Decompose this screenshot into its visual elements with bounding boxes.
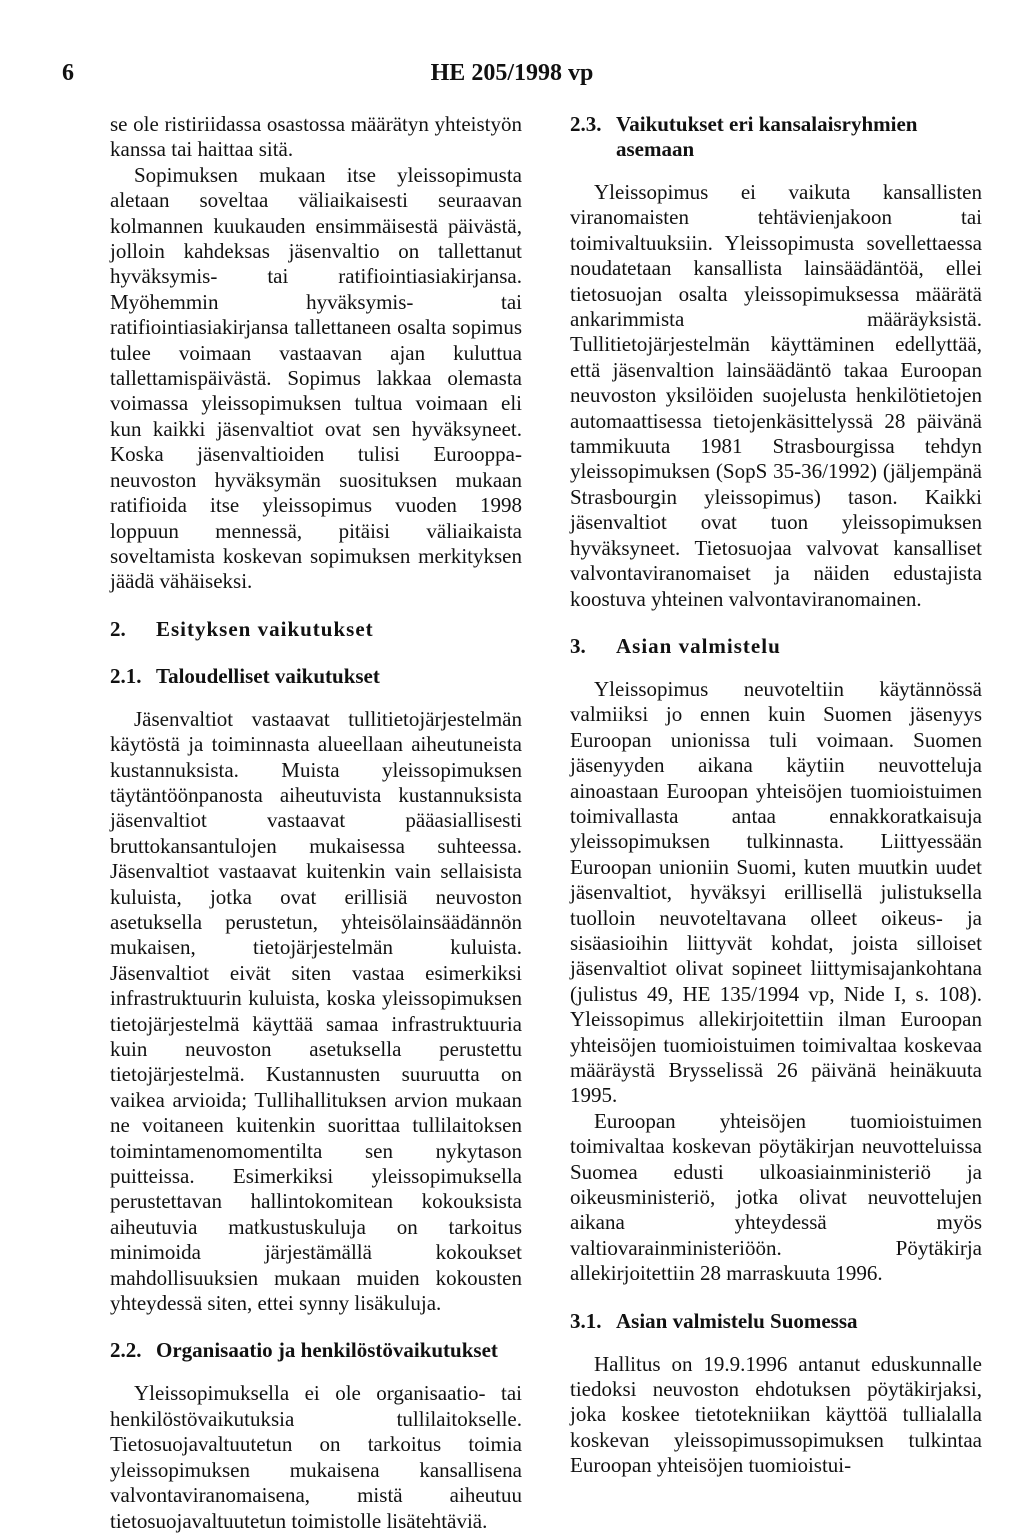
paragraph-hallitus: Hallitus on 19.9.1996 antanut eduskunnalle tiedoksi neuvoston ehdotuksen pöytäkirjaksi, joka koskee tietotekniikan käyttöä tullialalla koskevan yleissopimussopimuksen tulkintaa Euroopan yhteisöjen tuomioistui- bbox=[570, 1351, 982, 1478]
paragraph-poytakirja: Euroopan yhteisöjen tuomioistuimen toimivaltaa koskevan pöytäkirjan neuvotteluissa Suomea edusti ulkoasiainministeriö ja oikeusministeriö, jotka olivat neuvottelujen aikana yhteydessä myös valtiovarainministeriöön. Pöytäkirja allekirjoitettiin 28 marraskuuta 1996. bbox=[570, 1108, 982, 1286]
section-number: 2.1. bbox=[110, 663, 142, 688]
section-title: Asian valmistelu Suomessa bbox=[616, 1308, 858, 1333]
section-heading-2-1 bbox=[110, 664, 522, 689]
page-number: 6 bbox=[62, 60, 74, 86]
section-title: Taloudelliset vaikutukset bbox=[156, 663, 380, 688]
section-number: 2.2. bbox=[110, 1338, 142, 1363]
left-column bbox=[110, 112, 522, 1534]
section-title: Esityksen vaikutukset bbox=[156, 616, 374, 641]
paragraph-kansalaisryhmat: Yleissopimus ei vaikuta kansallisten viranomaisten tehtävienjakoon tai toimivaltuuksiin. Yleissopimusta sovellettaessa noudatetaan kansallista lainsäädäntöä, ellei tietosuojan osalta yleissopimuksessa määrätä ankarimmista määräyksistä. Tullitietojärjestelmän käyttäminen edellyttää, että jäsenvaltion lainsäädäntö takaa Euroopan neuvoston yksilöiden suojelusta henkilötietojen automaattisessa tietojenkäsittelyssä 28 päivänä tammikuuta 1981 Strasbourgissa tehdyn yleissopimuksen (SopS 35-36/1992) (jäljempänä Strasbourgin yleissopimus) tason. Kaikki jäsenvaltiot ovat tuon yleissopimuksen hyväksyneet. Tietosuojaa valvovat kansalliset valvontaviranomaiset ja näiden edustajista koostuva yhteinen valvontaviranomainen. bbox=[570, 180, 982, 611]
paragraph-sopimus: Sopimuksen mukaan itse yleissopimusta aletaan soveltaa väliaikaisesti seuraavan kolmannen kuukauden ensimmäisestä päivästä, jolloin kahdeksas jäsenvaltio on tallettanut hyväksymis- tai ratifiointiasiakirjansa. Myöhemmin hyväksymis- tai ratifiointiasiakirjansa tallettaneen osalta sopimus tulee voimaan vastaavan ajan kuluttua tallettamispäivästä. Sopimus lakkaa olemasta voimassa yleissopimuksen tultua voimaan eli kun kaikki jäsenvaltiot ovat sen hyväksyneet. Koska jäsenvaltioiden tulisi Eurooppa-neuvoston hyväksymän suosituksen mukaan ratifioida itse yleissopimus vuoden 1998 loppuun mennessä, pitäisi väliaikaista soveltamista koskevan sopimuksen merkityksen jäädä vähäiseksi. bbox=[110, 162, 522, 594]
section-number: 3.1. bbox=[570, 1308, 602, 1333]
section-title: Organisaatio ja henkilöstövaikutukset bbox=[156, 1338, 498, 1363]
section-title: Asian valmistelu bbox=[616, 633, 781, 658]
section-number: 2.3. bbox=[570, 112, 602, 136]
paragraph-valmistelu: Yleissopimus neuvoteltiin käytännössä valmiiksi jo ennen kuin Suomen jäsenyys Euroopan unionissa tuli voimaan. Suomen jäsenyyden aikana käytiin neuvotteluja ainoastaan Euroopan yhteisöjen tuomioistuimen toimivallasta antaa ennakkoratkaisuja yleissopimuksen tulkinnasta. Liittyessään Euroopan unioniin Suomi, kuten muutkin uudet jäsenvaltiot, hyväksyi erillisellä julistuksella tuolloin neuvoteltavana olleet oikeus- ja sisäasioihin liittyvät kohdat, joista silloiset jäsenvaltiot olivat sopineet liittymisajankohtana (julistus 49, HE 135/1994 vp, Nide I, s. 108). Yleissopimus allekirjoitettiin ilman Euroopan yhteisöjen tuomioistuimen toimivaltaa koskevaa määräystä Brysselissä 26 päivänä heinäkuuta 1995. bbox=[570, 676, 982, 1108]
running-header: HE 205/1998 vp bbox=[430, 60, 594, 86]
section-heading-2-3 bbox=[570, 112, 982, 162]
paragraph-organisaatio: Yleissopimuksella ei ole organisaatio- tai henkilöstövaikutuksia tullilaitokselle. Tietosuojavaltuutetun on tarkoitus toimia yleissopimuksen mukaisena kansallisena valvontaviranomaisena, mistä aiheutuu tietosuojavaltuutetun toimistolle lisätehtäviä. bbox=[110, 1381, 522, 1533]
right-column bbox=[570, 112, 982, 1479]
section-number: 3. bbox=[570, 633, 586, 658]
section-heading-3-1 bbox=[570, 1309, 982, 1334]
section-number: 2. bbox=[110, 616, 126, 641]
section-heading-3 bbox=[570, 634, 982, 659]
section-title: Vaikutukset eri kansalaisryhmien asemaan bbox=[616, 112, 918, 161]
section-heading-2 bbox=[110, 617, 522, 642]
paragraph-taloudelliset: Jäsenvaltiot vastaavat tullitietojärjestelmän käytöstä ja toiminnasta alueellaan aiheutuneista kustannuksista. Muista yleissopimuksen täytäntöönpanosta aiheutuvista kustannuksista jäsenvaltiot vastaavat pääasiallisesti bruttokansantulojen mukaisessa suhteessa. Jäsenvaltiot vastaavat kuitenkin vain sellaisista kuluista, jotka ovat erillisiä neuvoston asetuksella perustetun, yhteisölainsäädännön mukaisen, tietojärjestelmän kuluista. Jäsenvaltiot eivät siten vastaa esimerkiksi infrastruktuurin kuluista, koska yleissopimuksen tietojärjestelmä käyttää samaa infrastruktuuria kuin neuvoston asetuksella perustettu tietojärjestelmä. Kustannusten suuruutta on vaikea arvioida; Tullihallituksen arvion mukaan ne voitaneen kuitenkin suorittaa tullilaitoksen toimintamenomomentilta sen nykytason puitteissa. Esimerkiksi yleissopimuksella perustettavan hallintokomitean kokouksista aiheutuvia matkustuskuluja on tarkoitus minimoida järjestämällä kokoukset mahdollisuuksien mukaan muiden kokousten yhteydessä siten, ettei synny lisäkuluja. bbox=[110, 706, 522, 1316]
paragraph-intro: se ole ristiriidassa osastossa määrätyn yhteistyön kanssa tai haittaa sitä. bbox=[110, 112, 522, 162]
section-heading-2-2 bbox=[110, 1338, 522, 1363]
